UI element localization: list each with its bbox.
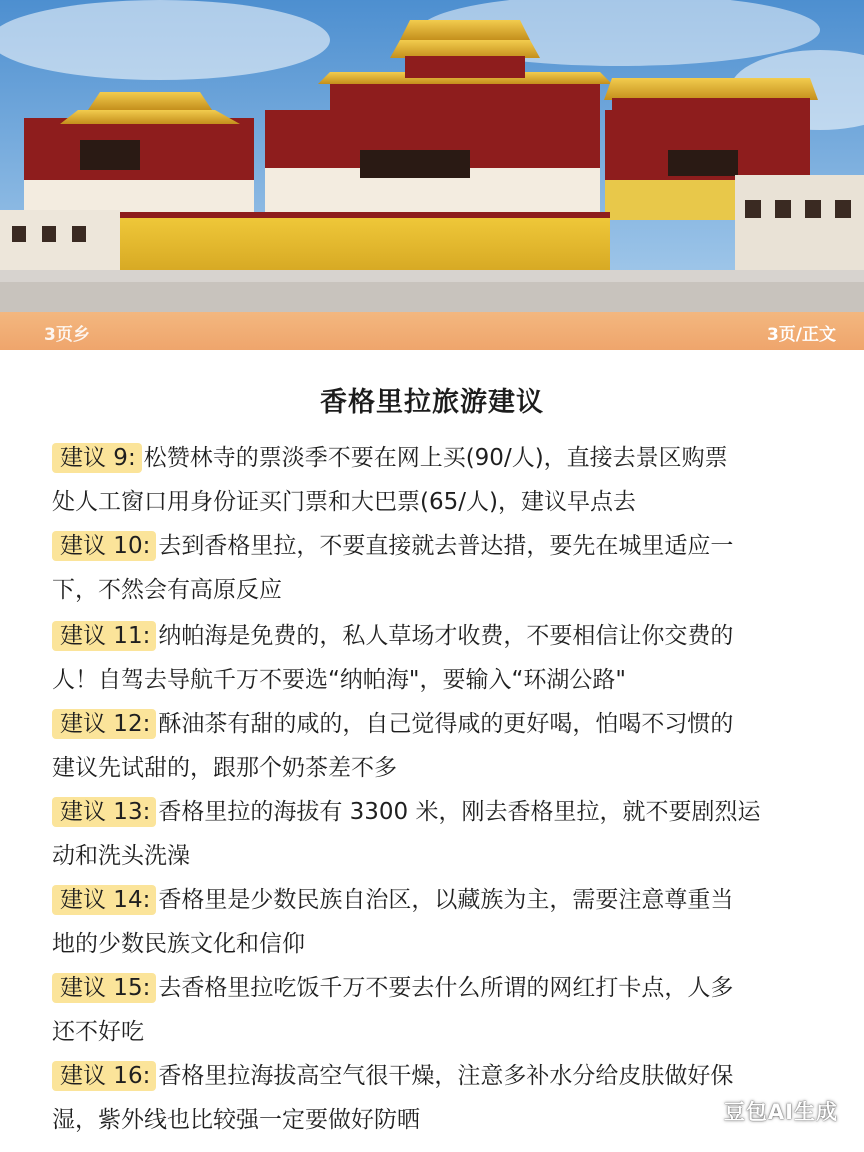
tip-text-line1: 酥油茶有甜的咸的，自己觉得咸的更好喝，怕喝不习惯的 (158, 711, 734, 737)
tip-item (52, 436, 822, 524)
header-left-label: 3页乡 (44, 325, 90, 345)
article-body (0, 350, 864, 1152)
tip-text-line2: 处人工窗口用身份证买门票和大巴票(65/人)，建议早点去 (52, 489, 636, 515)
tip-text-line2: 建议先试甜的，跟那个奶茶差不多 (52, 755, 397, 781)
tip-text-line2: 地的少数民族文化和信仰 (52, 931, 305, 957)
tip-text-line2: 湿，紫外线也比较强一定要做好防晒 (52, 1107, 420, 1133)
tip-text-line2: 人！自驾去导航千万不要选“纳帕海"，要输入“环湖公路" (52, 667, 626, 693)
tip-text-line2: 下，不然会有高原反应 (52, 577, 282, 603)
tip-item (52, 524, 822, 612)
tip-tag: 建议 14: (52, 885, 156, 915)
tip-tag: 建议 16: (52, 1061, 156, 1091)
tip-tag: 建议 15: (52, 973, 156, 1003)
tip-text-line1: 松赞林寺的票淡季不要在网上买(90/人)，直接去景区购票 (143, 445, 728, 471)
tip-text-line1: 纳帕海是免费的，私人草场才收费，不要相信让你交费的 (158, 623, 734, 649)
tip-tag: 建议 12: (52, 709, 156, 739)
tip-text-line1: 香格里拉的海拔有 3300 米，刚去香格里拉，就不要剧烈运 (158, 799, 761, 825)
tip-tag: 建议 11: (52, 621, 156, 651)
ai-watermark: 豆包AI生成 (723, 1100, 838, 1124)
tip-item (52, 878, 822, 966)
tip-tag: 建议 13: (52, 797, 156, 827)
tip-text-line1: 去到香格里拉，不要直接就去普达措，要先在城里适应一 (158, 533, 734, 559)
tip-tag: 建议 9: (52, 443, 142, 473)
tip-item (52, 966, 822, 1054)
tip-item (52, 790, 822, 878)
tip-text-line1: 香格里是少数民族自治区，以藏族为主，需要注意尊重当 (158, 887, 734, 913)
page-header-band (0, 312, 864, 350)
tip-item (52, 614, 822, 702)
hero-image (0, 0, 864, 312)
header-right-label: 3页/正文 (766, 325, 836, 345)
tip-text-line2: 还不好吃 (52, 1019, 144, 1045)
tip-text-line1: 去香格里拉吃饭千万不要去什么所谓的网红打卡点，人多 (158, 975, 734, 1001)
tip-item (52, 702, 822, 790)
tip-tag: 建议 10: (52, 531, 156, 561)
tip-item (52, 1054, 822, 1142)
tip-text-line1: 香格里拉海拔高空气很干燥，注意多补水分给皮肤做好保 (158, 1063, 734, 1089)
article-title: 香格里拉旅游建议 (320, 387, 544, 418)
tip-text-line2: 动和洗头洗澡 (52, 843, 190, 869)
